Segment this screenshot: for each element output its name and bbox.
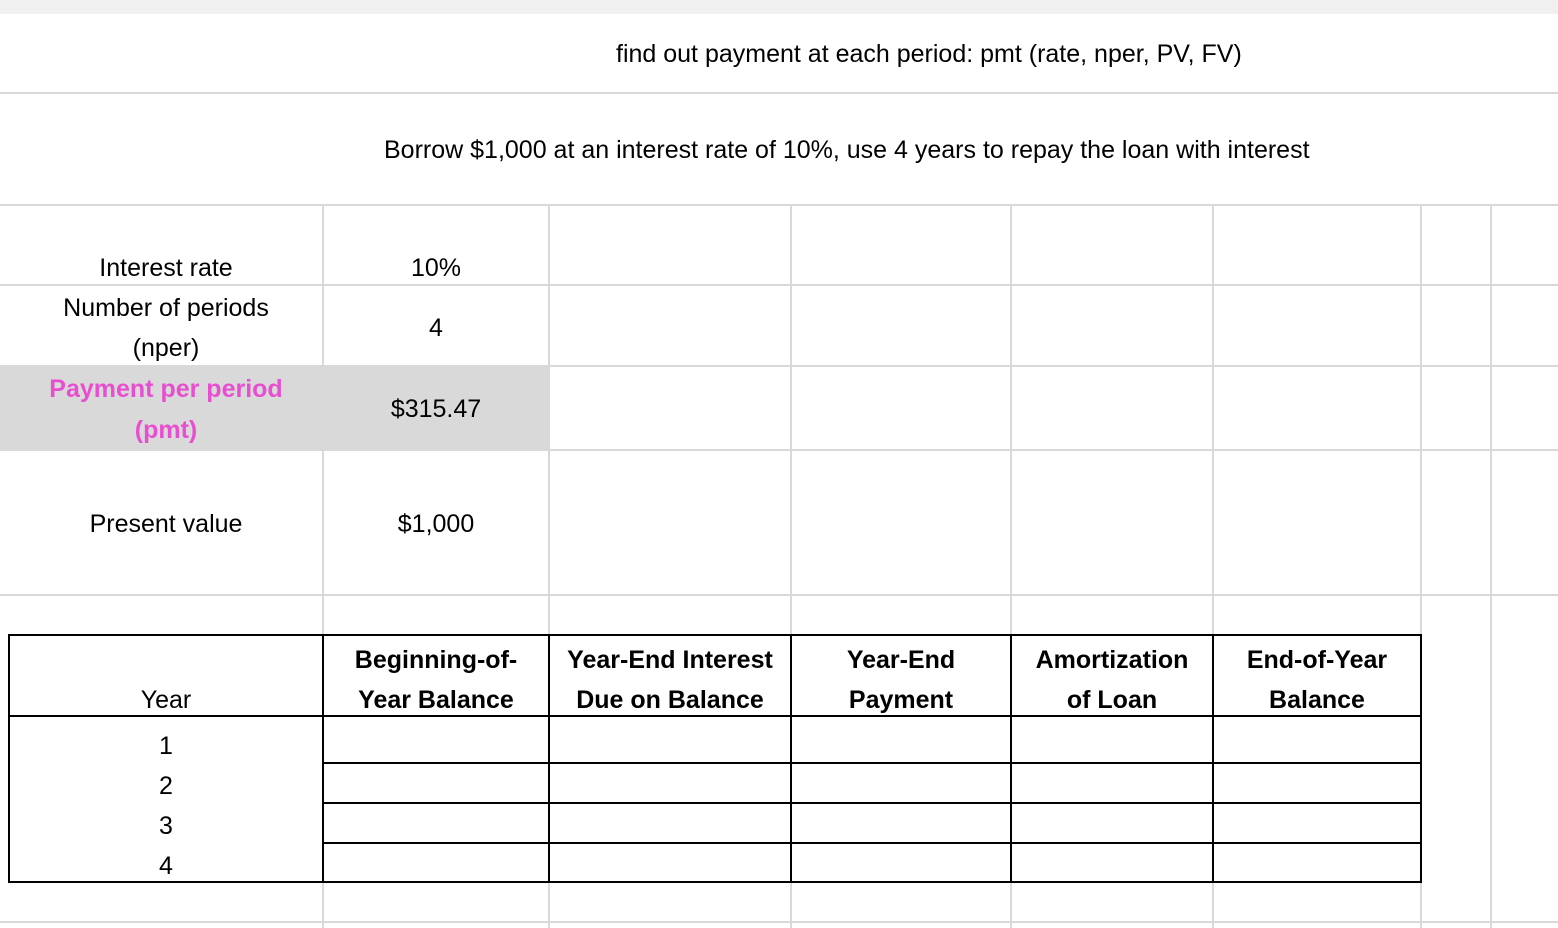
header-amortization-line2: of Loan xyxy=(1066,686,1158,714)
header-interest-line2: Due on Balance xyxy=(576,686,764,714)
header-payment-line1[interactable]: Year-End xyxy=(846,646,956,674)
pmt-label-line1[interactable]: Payment per period xyxy=(49,375,283,403)
gridline xyxy=(0,594,1558,596)
table-border xyxy=(322,762,1422,764)
year-cell[interactable]: 1 xyxy=(159,732,173,760)
header-amortization-line1[interactable]: Amortization xyxy=(1035,646,1189,674)
present-value-value[interactable]: $1,000 xyxy=(397,510,475,538)
gridline xyxy=(1490,206,1492,928)
table-border xyxy=(322,802,1422,804)
table-border xyxy=(322,842,1422,844)
interest-rate-label[interactable]: Interest rate xyxy=(99,254,233,282)
header-interest-line1[interactable]: Year-End Interest xyxy=(567,646,773,674)
year-cell[interactable]: 3 xyxy=(159,812,173,840)
gridline xyxy=(0,921,1558,923)
year-cell[interactable]: 4 xyxy=(159,852,173,880)
table-border xyxy=(1420,634,1422,883)
formula-note[interactable]: find out payment at each period: pmt (rate, nper, PV, FV) xyxy=(616,40,1242,68)
header-end-balance-line1[interactable]: End-of-Year xyxy=(1246,646,1388,674)
pmt-value[interactable]: $315.47 xyxy=(390,395,482,423)
present-value-label[interactable]: Present value xyxy=(89,510,243,538)
nper-label-line1[interactable]: Number of periods xyxy=(63,294,269,322)
pmt-label-line2: (pmt) xyxy=(134,416,198,444)
header-payment-line2: Payment xyxy=(848,686,954,714)
gridline xyxy=(0,204,1558,206)
year-cell[interactable]: 2 xyxy=(159,772,173,800)
nper-value[interactable]: 4 xyxy=(429,314,443,342)
table-border xyxy=(8,634,1422,636)
header-end-balance-line2: Balance xyxy=(1269,686,1365,714)
nper-label-line2: (nper) xyxy=(132,334,200,362)
header-begin-balance-line1[interactable]: Beginning-of- xyxy=(354,646,518,674)
interest-rate-value[interactable]: 10% xyxy=(410,254,462,282)
header-begin-balance-line2: Year Balance xyxy=(358,686,514,714)
header-year[interactable]: Year xyxy=(140,686,192,714)
gridline xyxy=(0,92,1558,94)
problem-statement[interactable]: Borrow $1,000 at an interest rate of 10%, use 4 years to repay the loan with interest xyxy=(384,136,1310,164)
sheet-top-strip xyxy=(0,0,1558,14)
